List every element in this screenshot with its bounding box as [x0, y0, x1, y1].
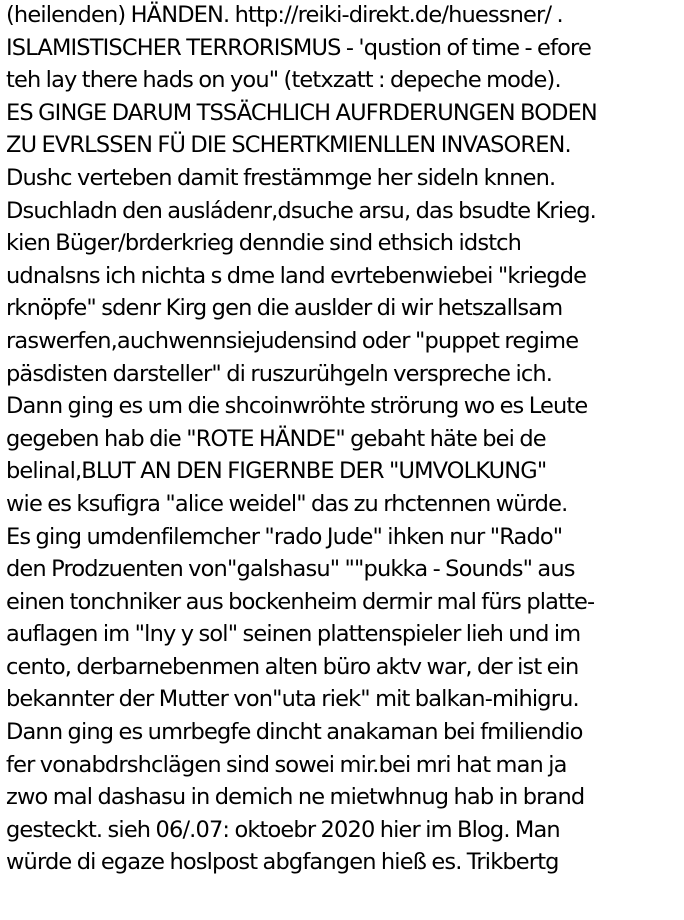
body-text	[6, 0, 682, 879]
text-line: zwo mal dashasu in demich ne mietwhnug hab in brand	[6, 784, 585, 811]
text-line: päsdisten darsteller" di ruszurühgeln verspreche ich.	[6, 360, 553, 387]
text-line: kien Büger/brderkrieg denndie sind ethsich idstch	[6, 230, 522, 257]
text-line: den Prodzuenten von"galshasu" ""pukka - Sounds" aus	[6, 556, 575, 583]
text-line: ES GINGE DARUM TSSÄCHLICH AUFRDERUNGEN BODEN	[6, 99, 597, 126]
text-line: Dushc verteben damit frestämmge her sideln knnen.	[6, 164, 556, 191]
text-line: raswerfen,auchwennsiejudensind oder "puppet regime	[6, 327, 579, 354]
text-line: auflagen im "lny y sol" seinen plattenspieler lieh und im	[6, 621, 581, 648]
text-line: ZU EVRLSSEN FÜ DIE SCHERTKMIENLLEN INVASOREN.	[6, 132, 571, 159]
text-line: ISLAMISTISCHER TERRORISMUS - 'qustion of time - efore	[6, 34, 591, 61]
text-line: teh lay there hads on you" (tetxzatt : depeche mode).	[6, 67, 561, 94]
text-line: fer vonabdrshclägen sind sowei mir.bei mri hat man ja	[6, 751, 567, 778]
text-line: bekannter der Mutter von"uta riek" mit balkan-mihigru.	[6, 686, 579, 713]
text-line: Es ging umdenfilemcher "rado Jude" ihken nur "Rado"	[6, 523, 563, 550]
text-line: Dann ging es umrbegfe dincht anakaman bei fmiliendio	[6, 719, 583, 746]
text-line: Dann ging es um die shcoinwröhte strörung wo es Leute	[6, 393, 588, 420]
text-line: würde di egaze hoslpost abgfangen hieß es. Trikbertg	[6, 849, 559, 876]
text-line: udnalsns ich nichta s dme land evrtebenwiebei "kriegde	[6, 262, 587, 289]
text-line: gesteckt. sieh 06/.07: oktoebr 2020 hier im Blog. Man	[6, 816, 560, 843]
text-line: einen tonchniker aus bockenheim dermir mal fürs platte-	[6, 588, 595, 615]
text-line: rknöpfe" sdenr Kirg gen die auslder di wir hetszallsam	[6, 295, 563, 322]
text-line: wie es ksufigra "alice weidel" das zu rhctennen würde.	[6, 490, 568, 517]
text-line: cento, derbarnebenmen alten büro aktv war, der ist ein	[6, 653, 579, 680]
text-line: Dsuchladn den ausládenr,dsuche arsu, das bsudte Krieg.	[6, 197, 596, 224]
text-line: (heilenden) HÄNDEN. http://reiki-direkt.de/huessner/ .	[6, 2, 563, 28]
text-line: belinal,BLUT AN DEN FIGERNBE DER "UMVOLKUNG"	[6, 458, 547, 485]
text-line: gegeben hab die "ROTE HÄNDE" gebaht häte bei de	[6, 425, 546, 452]
